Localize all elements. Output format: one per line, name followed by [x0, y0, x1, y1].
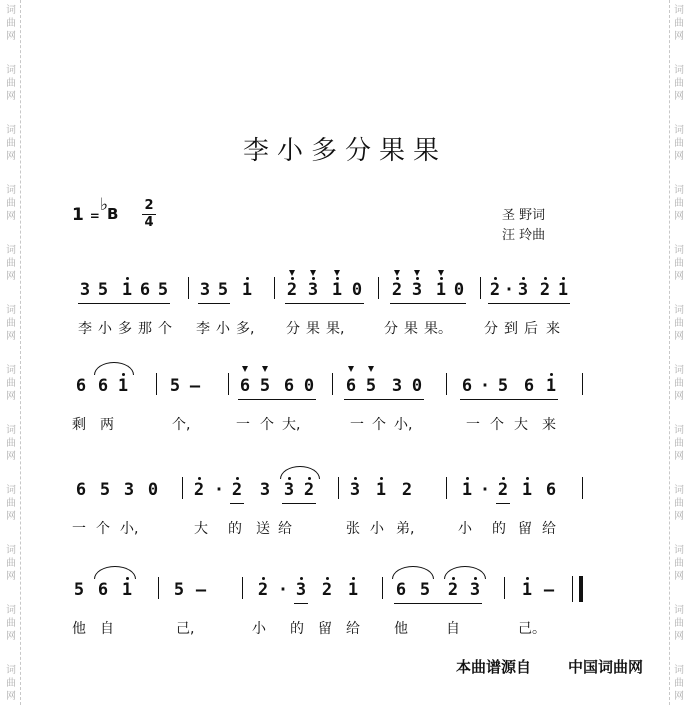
lyric-char: 留 — [318, 621, 332, 637]
watermark-char: 网 — [6, 631, 16, 642]
watermark-char: 词 — [674, 65, 684, 76]
high-octave-dot — [396, 277, 399, 280]
note: 3 — [391, 376, 403, 396]
watermark-char: 曲 — [674, 498, 684, 509]
lyric-char: 那 — [138, 321, 152, 337]
time-signature — [142, 198, 156, 231]
watermark-char: 曲 — [674, 558, 684, 569]
high-octave-dot — [494, 277, 497, 280]
watermark-char: 词 — [6, 125, 16, 136]
lyric-char: 多, — [236, 321, 255, 337]
watermark-char: 曲 — [6, 18, 16, 29]
bar-line — [446, 373, 447, 395]
lyric-char: 的 — [492, 521, 506, 537]
bar-line — [188, 277, 189, 299]
bar-line — [156, 373, 157, 395]
lyric-char: 留 — [518, 521, 532, 537]
watermark-char: 词 — [674, 485, 684, 496]
lyric-char: 大, — [282, 417, 301, 433]
note: 1 — [121, 580, 133, 600]
watermark-char: 词 — [6, 425, 16, 436]
beam-underline — [294, 603, 308, 604]
watermark-char: 词 — [674, 365, 684, 376]
lyric-char: 张 — [346, 521, 360, 537]
note: 1 — [545, 376, 557, 396]
high-octave-dot — [562, 277, 565, 280]
watermark-group — [2, 4, 20, 43]
bar-line — [446, 477, 447, 499]
watermark-char: 词 — [6, 5, 16, 16]
lyric-char: 大 — [194, 521, 208, 537]
lyric-char: 自 — [446, 621, 460, 637]
watermark-char: 网 — [6, 211, 16, 222]
watermark-char: 词 — [674, 545, 684, 556]
watermark-char: 曲 — [674, 18, 684, 29]
watermark-char: 网 — [674, 511, 684, 522]
lyric-char: 小 — [370, 521, 384, 537]
note: 1 — [121, 280, 133, 300]
lyric-char: 他 — [72, 621, 86, 637]
note: 1 — [117, 376, 129, 396]
watermark-char: 曲 — [674, 138, 684, 149]
watermark-char: 曲 — [6, 618, 16, 629]
note: 6 — [523, 376, 535, 396]
note: 5 — [99, 480, 111, 500]
note: 1 — [521, 480, 533, 500]
lyric-char: 送 — [256, 521, 270, 537]
watermark-char: 曲 — [674, 438, 684, 449]
watermark-char: 网 — [6, 331, 16, 342]
lyric-char: 给 — [346, 621, 360, 637]
slur-mark — [444, 566, 486, 579]
high-octave-dot — [236, 477, 239, 480]
watermark-char: 曲 — [674, 258, 684, 269]
note: 6 — [345, 376, 357, 396]
lyric-char: 个 — [260, 417, 274, 433]
song-title: 李小多分果果 — [242, 136, 447, 166]
note: 2 — [257, 580, 269, 600]
watermark-char: 曲 — [6, 138, 16, 149]
watermark-char: 词 — [674, 125, 684, 136]
lyrics-line — [0, 414, 690, 434]
note: 2 — [303, 480, 315, 500]
note: – — [189, 376, 201, 396]
watermark-char: 网 — [6, 151, 16, 162]
lyric-char: 分 — [384, 321, 398, 337]
beam-underline — [198, 303, 230, 304]
lyric-char: 果, — [326, 321, 345, 337]
meter-bottom: 4 — [142, 214, 156, 231]
note: 1 — [331, 280, 343, 300]
note: 3 — [259, 480, 271, 500]
lyric-char: 自 — [100, 621, 114, 637]
watermark-char: 词 — [674, 5, 684, 16]
lyric-char: 两 — [100, 417, 114, 433]
source-label: 本曲谱源自 — [456, 658, 532, 676]
lyric-char: 来 — [546, 321, 560, 337]
note: 3 — [469, 580, 481, 600]
note: 0 — [453, 280, 465, 300]
note: 6 — [97, 376, 109, 396]
note: 6 — [75, 376, 87, 396]
note: 5 — [169, 376, 181, 396]
watermark-char: 词 — [6, 305, 16, 316]
note: 3 — [283, 480, 295, 500]
accent-mark — [334, 270, 340, 276]
site-name: 中国词曲网 — [568, 658, 644, 676]
meter-top: 2 — [144, 198, 154, 213]
beam-underline — [488, 303, 570, 304]
accent-mark — [414, 270, 420, 276]
accent-mark — [289, 270, 295, 276]
note: 6 — [545, 480, 557, 500]
lyric-char: 剩 — [72, 417, 86, 433]
note: 6 — [239, 376, 251, 396]
note: 0 — [147, 480, 159, 500]
note: 6 — [97, 580, 109, 600]
lyric-char: 到 — [504, 321, 518, 337]
high-octave-dot — [522, 277, 525, 280]
key-signature — [72, 195, 119, 225]
watermark-char: 网 — [6, 31, 16, 42]
high-octave-dot — [440, 277, 443, 280]
watermark-char: 词 — [6, 245, 16, 256]
bar-line — [242, 577, 243, 599]
watermark-group — [670, 664, 688, 703]
note: 1 — [557, 280, 569, 300]
watermark-char: 曲 — [6, 258, 16, 269]
lyric-char: 的 — [290, 621, 304, 637]
bar-line — [480, 277, 481, 299]
note: 2 — [321, 580, 333, 600]
watermark-char: 网 — [674, 31, 684, 42]
note: 5 — [497, 376, 509, 396]
note: 5 — [259, 376, 271, 396]
bar-line — [332, 373, 333, 395]
high-octave-dot — [246, 277, 249, 280]
key-equals: = — [89, 209, 100, 223]
note: · — [503, 280, 515, 300]
note: · — [479, 480, 491, 500]
note: 1 — [241, 280, 253, 300]
note: 3 — [79, 280, 91, 300]
note: 2 — [391, 280, 403, 300]
high-octave-dot — [466, 477, 469, 480]
note: 6 — [75, 480, 87, 500]
watermark-char: 词 — [674, 425, 684, 436]
note: 0 — [351, 280, 363, 300]
watermark-char: 词 — [674, 185, 684, 196]
accent-mark — [262, 366, 268, 372]
high-octave-dot — [262, 577, 265, 580]
beam-underline — [344, 399, 424, 400]
lyric-char: 他 — [394, 621, 408, 637]
high-octave-dot — [544, 277, 547, 280]
note: 0 — [303, 376, 315, 396]
lyric-char: 分 — [286, 321, 300, 337]
bar-line — [182, 477, 183, 499]
watermark-char: 词 — [6, 545, 16, 556]
lyric-char: 小 — [98, 321, 112, 337]
note: 2 — [497, 480, 509, 500]
note: 5 — [97, 280, 109, 300]
watermark-char: 曲 — [6, 318, 16, 329]
watermark-char: 词 — [6, 485, 16, 496]
watermark-char: 曲 — [674, 378, 684, 389]
credits — [502, 206, 545, 246]
bar-line — [382, 577, 383, 599]
lyric-char: 小, — [120, 521, 139, 537]
high-octave-dot — [352, 577, 355, 580]
slur-mark — [94, 566, 136, 579]
beam-underline — [285, 303, 364, 304]
watermark-char: 曲 — [674, 618, 684, 629]
note: 1 — [347, 580, 359, 600]
watermark-char: 曲 — [6, 438, 16, 449]
bar-line — [274, 277, 275, 299]
watermark-char: 词 — [6, 185, 16, 196]
watermark-char: 网 — [674, 691, 684, 702]
high-octave-dot — [326, 577, 329, 580]
note: 2 — [231, 480, 243, 500]
watermark-char: 网 — [674, 211, 684, 222]
lyric-char: 多 — [118, 321, 132, 337]
slur-mark — [280, 466, 320, 479]
lyric-char: 分 — [484, 321, 498, 337]
lyric-char: 大 — [514, 417, 528, 433]
beam-underline — [460, 399, 558, 400]
lyric-char: 李 — [196, 321, 210, 337]
lyric-char: 个 — [490, 417, 504, 433]
note: 3 — [349, 480, 361, 500]
watermark-char: 曲 — [6, 198, 16, 209]
note: 2 — [447, 580, 459, 600]
watermark-char: 词 — [674, 245, 684, 256]
notes-line — [0, 472, 690, 508]
watermark-char: 网 — [6, 571, 16, 582]
accent-mark — [368, 366, 374, 372]
bar-line — [338, 477, 339, 499]
watermark-char: 网 — [6, 511, 16, 522]
high-octave-dot — [291, 277, 294, 280]
watermark-char: 网 — [674, 91, 684, 102]
accent-mark — [310, 270, 316, 276]
watermark-char: 曲 — [674, 78, 684, 89]
watermark-char: 词 — [674, 665, 684, 676]
lyrics-line — [0, 518, 690, 538]
bar-line — [378, 277, 379, 299]
watermark-char: 网 — [674, 631, 684, 642]
slur-mark — [94, 362, 134, 375]
note: 1 — [375, 480, 387, 500]
note: 6 — [461, 376, 473, 396]
bar-line — [228, 373, 229, 395]
high-octave-dot — [300, 577, 303, 580]
watermark-group — [2, 184, 20, 223]
lyricist-credit: 圣 野词 — [502, 208, 546, 223]
note: 3 — [411, 280, 423, 300]
high-octave-dot — [312, 277, 315, 280]
notes-line — [0, 272, 690, 308]
note: 1 — [521, 580, 533, 600]
beam-underline — [230, 503, 244, 504]
note: 3 — [123, 480, 135, 500]
note: 2 — [539, 280, 551, 300]
watermark-char: 词 — [6, 665, 16, 676]
note: 5 — [157, 280, 169, 300]
lyric-char: 小 — [216, 321, 230, 337]
bar-line — [504, 577, 505, 599]
beam-underline — [496, 503, 510, 504]
high-octave-dot — [416, 277, 419, 280]
watermark-group — [670, 4, 688, 43]
note: 3 — [295, 580, 307, 600]
high-octave-dot — [126, 277, 129, 280]
composer-credit: 汪 玲曲 — [502, 228, 546, 243]
lyric-char: 弟, — [396, 521, 415, 537]
watermark-char: 网 — [674, 151, 684, 162]
watermark-char: 网 — [6, 391, 16, 402]
lyric-char: 小 — [458, 521, 472, 537]
watermark-char: 网 — [674, 331, 684, 342]
high-octave-dot — [198, 477, 201, 480]
slur-mark — [392, 566, 434, 579]
note: 2 — [193, 480, 205, 500]
lyric-char: 一 — [350, 417, 364, 433]
lyric-char: 己。 — [518, 621, 546, 637]
note: 3 — [199, 280, 211, 300]
watermark-char: 网 — [6, 271, 16, 282]
watermark-char: 网 — [6, 91, 16, 102]
accent-mark — [394, 270, 400, 276]
note: 2 — [286, 280, 298, 300]
watermark-char: 词 — [6, 365, 16, 376]
beam-underline — [78, 303, 170, 304]
lyric-char: 个 — [96, 521, 110, 537]
watermark-char: 词 — [6, 65, 16, 76]
high-octave-dot — [354, 477, 357, 480]
lyric-char: 果。 — [424, 321, 452, 337]
lyric-char: 个 — [372, 417, 386, 433]
watermark-group — [670, 184, 688, 223]
watermark-char: 曲 — [6, 378, 16, 389]
key-note: B — [107, 205, 119, 223]
watermark-char: 网 — [674, 271, 684, 282]
bar-line — [158, 577, 159, 599]
note: 5 — [173, 580, 185, 600]
high-octave-dot — [526, 477, 529, 480]
key-one: 1 — [72, 205, 84, 225]
lyric-char: 李 — [78, 321, 92, 337]
note: · — [277, 580, 289, 600]
high-octave-dot — [336, 277, 339, 280]
high-octave-dot — [502, 477, 505, 480]
note: – — [543, 580, 555, 600]
note: 0 — [411, 376, 423, 396]
watermark-char: 网 — [674, 571, 684, 582]
note: 3 — [517, 280, 529, 300]
watermark-char: 曲 — [674, 678, 684, 689]
note: – — [195, 580, 207, 600]
lyric-char: 小 — [252, 621, 266, 637]
lyric-char: 小, — [394, 417, 413, 433]
accent-mark — [438, 270, 444, 276]
lyric-char: 给 — [542, 521, 556, 537]
note: 2 — [489, 280, 501, 300]
lyric-char: 一 — [466, 417, 480, 433]
lyric-char: 一 — [72, 521, 86, 537]
note: 1 — [461, 480, 473, 500]
watermark-group — [2, 64, 20, 103]
note: 3 — [307, 280, 319, 300]
lyric-char: 果 — [306, 321, 320, 337]
accent-mark — [242, 366, 248, 372]
watermark-char: 网 — [674, 391, 684, 402]
watermark-char: 网 — [674, 451, 684, 462]
watermark-char: 曲 — [674, 198, 684, 209]
note: · — [213, 480, 225, 500]
lyric-char: 后 — [524, 321, 538, 337]
watermark-char: 曲 — [6, 558, 16, 569]
bar-line — [582, 373, 583, 395]
accent-mark — [348, 366, 354, 372]
note: 5 — [217, 280, 229, 300]
watermark-char: 曲 — [6, 78, 16, 89]
lyric-char: 给 — [278, 521, 292, 537]
note: 6 — [283, 376, 295, 396]
lyric-char: 个 — [158, 321, 172, 337]
lyrics-line — [0, 618, 690, 638]
note: 2 — [401, 480, 413, 500]
high-octave-dot — [550, 373, 553, 376]
note: 5 — [73, 580, 85, 600]
watermark-char: 曲 — [674, 318, 684, 329]
high-octave-dot — [380, 477, 383, 480]
note: 6 — [139, 280, 151, 300]
beam-underline — [390, 303, 466, 304]
watermark-char: 网 — [6, 451, 16, 462]
beam-underline — [282, 503, 316, 504]
note: 5 — [365, 376, 377, 396]
lyric-char: 己, — [176, 621, 195, 637]
lyric-char: 来 — [542, 417, 556, 433]
watermark-char: 网 — [6, 691, 16, 702]
note: 6 — [395, 580, 407, 600]
watermark-group — [670, 64, 688, 103]
watermark-group — [2, 664, 20, 703]
beam-underline — [394, 603, 482, 604]
high-octave-dot — [526, 577, 529, 580]
lyrics-line — [0, 318, 690, 338]
beam-underline — [238, 399, 316, 400]
lyric-char: 果 — [404, 321, 418, 337]
lyric-char: 个, — [172, 417, 191, 433]
note: · — [479, 376, 491, 396]
lyric-char: 的 — [228, 521, 242, 537]
flat-icon: ♭ — [100, 195, 109, 215]
lyric-char: 一 — [236, 417, 250, 433]
note: 5 — [419, 580, 431, 600]
watermark-char: 曲 — [6, 498, 16, 509]
bar-line — [582, 477, 583, 499]
watermark-char: 词 — [6, 605, 16, 616]
watermark-char: 词 — [674, 605, 684, 616]
final-barline — [572, 576, 583, 602]
note: 1 — [435, 280, 447, 300]
watermark-char: 曲 — [6, 678, 16, 689]
watermark-char: 词 — [674, 305, 684, 316]
